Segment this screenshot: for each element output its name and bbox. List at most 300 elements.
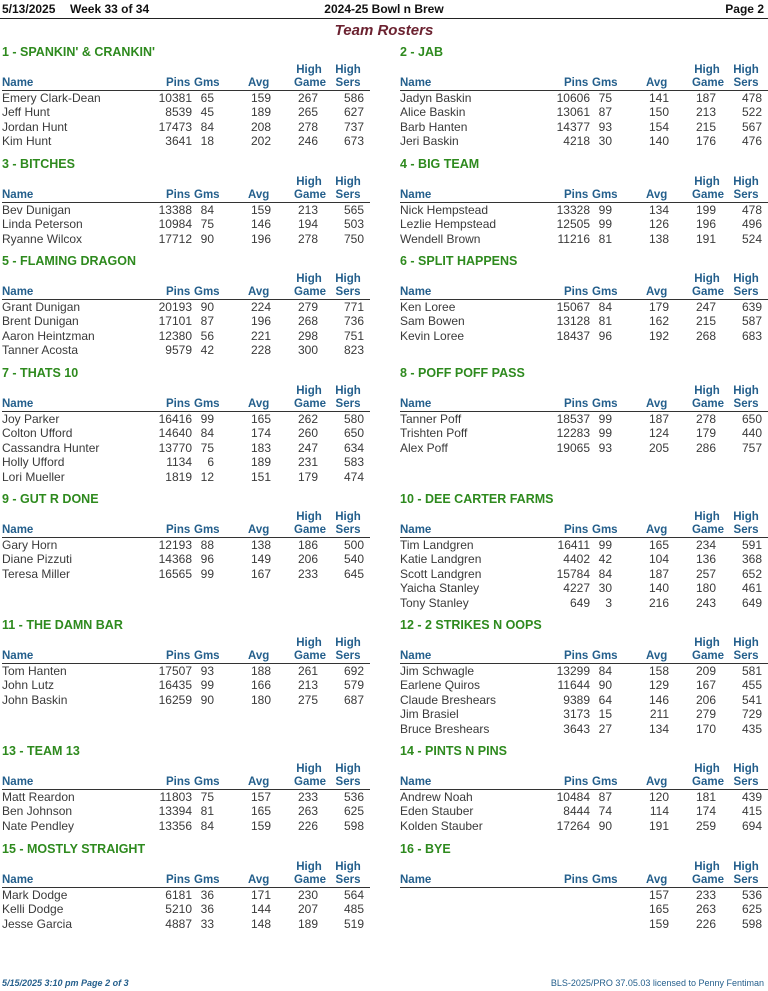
bowler-high-game: 279: [297, 300, 318, 314]
bowler-high-game: 233: [297, 790, 318, 804]
bowler-high-series: 587: [741, 314, 762, 329]
bowler-pins: 12380: [158, 328, 192, 343]
col-high-series: [733, 637, 759, 663]
bowler-pins: 11216: [557, 231, 590, 246]
team-name: 5 - FLAMING DRAGON: [2, 254, 137, 268]
col-high-label: High: [733, 176, 759, 188]
col-game-label: Game: [692, 650, 724, 662]
col-name: Name: [400, 524, 432, 536]
bowler-high-game: 275: [297, 692, 318, 707]
bowler-name: Colton Ufford: [2, 426, 73, 441]
bowler-high-game: 215: [695, 119, 716, 134]
bowler-games: 74: [598, 804, 612, 819]
col-game-label: Game: [294, 189, 326, 201]
bowler-games: 42: [200, 343, 214, 358]
bowler-high-series: 440: [741, 426, 762, 441]
bowler-games: 56: [200, 328, 214, 343]
bowler-high-series: 694: [741, 818, 762, 833]
bowler-name: Matt Reardon: [2, 790, 75, 804]
bowler-average: 189: [250, 105, 271, 120]
bowler-games: 90: [200, 300, 214, 314]
bowler-row: [2, 300, 370, 314]
bowler-name: Teresa Miller: [2, 566, 71, 581]
col-game-label: Game: [692, 398, 724, 410]
bowler-average: 165: [250, 804, 271, 819]
bowler-high-game: 174: [695, 804, 716, 819]
bowler-high-game: 263: [695, 902, 716, 917]
bowler-games: 96: [200, 552, 214, 567]
bowler-games: 88: [200, 538, 214, 552]
bowler-high-game: 226: [297, 818, 318, 833]
bowler-high-game: 189: [297, 916, 318, 931]
bowler-average: 134: [648, 721, 669, 736]
bowler-games: 6: [207, 455, 214, 470]
bowler-games: 81: [598, 231, 612, 246]
bowler-pins: 12505: [556, 217, 590, 232]
team-name: 8 - POFF POFF PASS: [400, 366, 525, 380]
bowler-pins: 13299: [556, 664, 590, 678]
col-games: Gms: [592, 286, 618, 298]
bowler-games: 99: [598, 426, 612, 441]
bowler-row: [400, 217, 768, 231]
bowler-games: 75: [200, 440, 214, 455]
col-name: Name: [2, 776, 34, 788]
bowler-row: [400, 441, 768, 455]
col-high-label: High: [335, 763, 361, 775]
col-pins: Pins: [166, 398, 191, 410]
bowler-pins: 18537: [556, 412, 590, 426]
col-high-label: High: [335, 64, 361, 76]
col-high-series: [335, 637, 361, 663]
bowler-average: 114: [649, 804, 669, 819]
col-game-label: Game: [294, 398, 326, 410]
bowler-name: Jeff Hunt: [2, 105, 50, 120]
bowler-high-series: 565: [343, 203, 364, 217]
bowler-high-series: 461: [741, 581, 762, 596]
col-game-label: Game: [692, 874, 724, 886]
bowler-row: [2, 538, 370, 552]
col-games: Gms: [194, 524, 220, 536]
col-average: Avg: [646, 650, 668, 662]
column-header: [2, 761, 370, 790]
col-name: Name: [2, 524, 34, 536]
bowler-games: 42: [598, 552, 612, 567]
bowler-high-game: 298: [297, 328, 318, 343]
team-block: [400, 841, 768, 931]
col-name: Name: [400, 776, 432, 788]
bowler-pins: 9389: [563, 692, 590, 707]
bowler-name: Brent Dunigan: [2, 314, 79, 329]
bowler-pins: 3641: [165, 134, 192, 149]
column-header: [400, 271, 768, 300]
bowler-name: Emery Clark-Dean: [2, 91, 101, 105]
bowler-games: 96: [598, 328, 612, 343]
col-sers-label: Sers: [733, 398, 759, 410]
bowler-high-game: 213: [695, 105, 716, 120]
bowler-row: [2, 343, 370, 357]
bowler-average: 174: [250, 426, 271, 441]
col-pins: Pins: [166, 286, 191, 298]
bowler-row: [2, 232, 370, 246]
column-header: [400, 383, 768, 412]
bowler-high-series: 583: [343, 455, 364, 470]
bowler-high-series: 368: [741, 552, 762, 567]
team-name: 10 - DEE CARTER FARMS: [400, 492, 554, 506]
col-games: Gms: [194, 286, 220, 298]
col-pins: Pins: [166, 776, 191, 788]
bowler-high-series: 625: [741, 902, 762, 917]
bowler-row: [2, 134, 370, 148]
col-high-label: High: [335, 176, 361, 188]
col-name: Name: [400, 77, 432, 89]
col-pins: Pins: [166, 874, 191, 886]
col-high-series: [733, 273, 759, 299]
team-block: [2, 841, 370, 931]
col-high-label: High: [733, 64, 759, 76]
bowler-pins: 17264: [556, 818, 590, 833]
bowler-name: Claude Breshears: [400, 692, 497, 707]
column-header: [2, 635, 370, 664]
bowler-average: 180: [250, 692, 271, 707]
bowler-pins: 17101: [158, 314, 192, 329]
bowler-row: [2, 888, 370, 902]
col-high-series: [335, 273, 361, 299]
bowler-high-series: 524: [741, 231, 762, 246]
col-games: Gms: [194, 77, 220, 89]
col-high-series: [733, 176, 759, 202]
col-games: Gms: [592, 189, 618, 201]
team-block: [400, 156, 768, 246]
bowler-high-series: 645: [343, 566, 364, 581]
col-average: Avg: [646, 524, 668, 536]
bowler-high-series: 598: [343, 818, 364, 833]
bowler-average: 146: [648, 692, 669, 707]
col-pins: Pins: [564, 398, 589, 410]
bowler-games: 93: [598, 119, 612, 134]
col-high-label: High: [296, 176, 322, 188]
bowler-pins: 8539: [165, 105, 192, 120]
bowler-games: 87: [200, 314, 214, 329]
bowler-average: 202: [250, 134, 271, 149]
bowler-average: 187: [648, 566, 669, 581]
team-block: [400, 44, 768, 149]
bowler-row: [2, 693, 370, 707]
bowler-average: 159: [250, 203, 271, 217]
bowler-games: 75: [598, 91, 612, 105]
bowler-games: 99: [200, 412, 214, 426]
bowler-high-series: 540: [343, 552, 364, 567]
bowler-games: 93: [598, 440, 612, 455]
bowler-name: Barb Hanten: [400, 119, 468, 134]
bowler-high-series: 591: [741, 538, 762, 552]
bowler-high-game: 207: [297, 902, 318, 917]
bowler-row: [400, 552, 768, 566]
col-high-label: High: [733, 763, 759, 775]
bowler-high-game: 286: [695, 440, 716, 455]
bowler-average: 166: [250, 678, 271, 693]
bowler-row: [2, 917, 370, 931]
bowler-name: Tom Hanten: [2, 664, 67, 678]
col-name: Name: [400, 286, 432, 298]
bowler-high-game: 268: [297, 314, 318, 329]
bowler-name: Trishten Poff: [400, 426, 468, 441]
team-block: [400, 617, 768, 736]
bowler-pins: 10484: [556, 790, 590, 804]
bowler-high-series: 673: [343, 134, 364, 149]
col-pins: Pins: [564, 874, 589, 886]
bowler-pins: 4218: [563, 134, 590, 149]
bowler-row: [2, 314, 370, 328]
bowler-pins: 3173: [563, 707, 590, 722]
col-pins: Pins: [564, 286, 589, 298]
col-high-label: High: [335, 385, 361, 397]
bowler-name: Tanner Poff: [400, 412, 462, 426]
bowler-games: 99: [598, 203, 612, 217]
col-high-label: High: [694, 637, 720, 649]
bowler-name: John Lutz: [2, 678, 55, 693]
col-high-label: High: [335, 273, 361, 285]
bowler-row: [400, 426, 768, 440]
col-high-game: [294, 511, 324, 537]
bowler-row: [400, 538, 768, 552]
col-pins: Pins: [564, 77, 589, 89]
report-header: [0, 0, 768, 19]
col-average: Avg: [646, 286, 668, 298]
col-sers-label: Sers: [335, 524, 361, 536]
bowler-pins: 11803: [159, 790, 192, 804]
bowler-average: 151: [250, 469, 271, 484]
bowler-name: Grant Dunigan: [2, 300, 81, 314]
bowler-average: 144: [250, 902, 271, 917]
bowler-average: 148: [250, 916, 271, 931]
bowler-high-series: 485: [343, 902, 364, 917]
bowler-games: 99: [598, 412, 612, 426]
col-games: Gms: [194, 398, 220, 410]
col-pins: Pins: [166, 77, 191, 89]
bowler-row: [2, 804, 370, 818]
bowler-average: 179: [648, 300, 669, 314]
bowler-row: [400, 790, 768, 804]
bowler-name: Kelli Dodge: [2, 902, 64, 917]
bowler-pins: 19065: [556, 440, 590, 455]
bowler-name: Lori Mueller: [2, 469, 65, 484]
bowler-high-series: 519: [343, 916, 364, 931]
col-name: Name: [2, 398, 34, 410]
bowler-average: 167: [250, 566, 271, 581]
col-high-label: High: [694, 64, 720, 76]
team-name: 9 - GUT R DONE: [2, 492, 99, 506]
bowler-name: John Baskin: [2, 692, 68, 707]
col-high-game: [692, 64, 722, 90]
bowler-average: 157: [250, 790, 271, 804]
col-high-label: High: [694, 385, 720, 397]
bowler-pins: 4227: [563, 581, 590, 596]
bowler-high-game: 262: [297, 412, 318, 426]
bowler-pins: 16416: [158, 412, 192, 426]
col-game-label: Game: [294, 524, 326, 536]
col-high-game: [294, 763, 324, 789]
bowler-pins: 13388: [158, 203, 192, 217]
bowler-name: Tony Stanley: [400, 595, 469, 610]
col-high-game: [294, 273, 324, 299]
bowler-games: 99: [200, 566, 214, 581]
col-high-series: [335, 861, 361, 887]
bowler-high-series: 683: [741, 328, 762, 343]
bowler-average: 140: [648, 581, 669, 596]
column-header: [400, 509, 768, 538]
bowler-high-series: 536: [343, 790, 364, 804]
col-high-label: High: [694, 273, 720, 285]
bowler-high-series: 581: [741, 664, 762, 678]
col-pins: Pins: [166, 650, 191, 662]
bowler-high-game: 209: [695, 664, 716, 678]
team-block: [400, 491, 768, 610]
col-pins: Pins: [564, 189, 589, 201]
bowler-pins: 5210: [165, 902, 192, 917]
bowler-games: 90: [598, 678, 612, 693]
bowler-name: Scott Landgren: [400, 566, 482, 581]
bowler-average: 165: [250, 412, 271, 426]
bowler-pins: 16565: [158, 566, 192, 581]
team-name: 13 - TEAM 13: [2, 744, 80, 758]
team-block: [400, 743, 768, 833]
bowler-row: [400, 664, 768, 678]
bowler-average: 157: [648, 888, 669, 902]
col-high-series: [733, 511, 759, 537]
col-high-label: High: [733, 273, 759, 285]
col-high-label: High: [733, 385, 759, 397]
col-game-label: Game: [692, 286, 724, 298]
bowler-average: 126: [648, 217, 669, 232]
bowler-high-game: 176: [695, 134, 716, 149]
col-high-series: [733, 763, 759, 789]
bowler-pins: 13356: [158, 818, 192, 833]
bowler-high-game: 259: [695, 818, 716, 833]
team-name: 6 - SPLIT HAPPENS: [400, 254, 518, 268]
bowler-row: [2, 678, 370, 692]
col-games: Gms: [194, 776, 220, 788]
col-name: Name: [400, 650, 432, 662]
col-high-label: High: [296, 273, 322, 285]
bowler-row: [400, 120, 768, 134]
bowler-pins: 15784: [556, 566, 590, 581]
bowler-name: Jordan Hunt: [2, 119, 68, 134]
bowler-high-series: 567: [741, 119, 762, 134]
bowler-name: Alice Baskin: [400, 105, 466, 120]
bowler-name: Nate Pendley: [2, 818, 75, 833]
team-block: [2, 253, 370, 358]
bowler-high-game: 170: [695, 721, 716, 736]
bowler-games: 64: [598, 692, 612, 707]
col-game-label: Game: [294, 776, 326, 788]
bowler-high-game: 167: [695, 678, 716, 693]
bowler-high-series: 692: [343, 664, 364, 678]
bowler-row: [2, 105, 370, 119]
col-high-label: High: [694, 176, 720, 188]
bowler-average: 150: [648, 105, 669, 120]
bowler-row: [400, 819, 768, 833]
bowler-row: [400, 314, 768, 328]
bowler-high-game: 194: [297, 217, 318, 232]
bowler-high-series: 737: [343, 119, 364, 134]
col-high-label: High: [296, 763, 322, 775]
bowler-pins: 17712: [158, 231, 192, 246]
bowler-high-series: 474: [343, 469, 364, 484]
col-high-game: [692, 385, 722, 411]
bowler-pins: 10381: [158, 91, 192, 105]
bowler-name: Tanner Acosta: [2, 343, 79, 358]
bowler-row: [400, 300, 768, 314]
col-average: Avg: [248, 77, 270, 89]
bowler-average: 205: [648, 440, 669, 455]
column-header: [2, 271, 370, 300]
col-high-series: [335, 511, 361, 537]
bowler-pins: 10984: [158, 217, 192, 232]
bowler-average: 141: [648, 91, 669, 105]
col-game-label: Game: [294, 874, 326, 886]
bowler-games: 84: [200, 426, 214, 441]
bowler-pins: 12193: [158, 538, 192, 552]
bowler-average: 221: [250, 328, 271, 343]
bowler-high-series: 598: [741, 916, 762, 931]
bowler-average: 138: [250, 538, 271, 552]
column-header: [400, 62, 768, 91]
col-game-label: Game: [294, 286, 326, 298]
bowler-games: 30: [598, 581, 612, 596]
bowler-high-series: 564: [343, 888, 364, 902]
col-game-label: Game: [294, 77, 326, 89]
team-block: [2, 491, 370, 581]
col-average: Avg: [248, 398, 270, 410]
bowler-high-game: 213: [297, 203, 318, 217]
bowler-average: 187: [648, 412, 669, 426]
col-game-label: Game: [692, 524, 724, 536]
bowler-row: [2, 120, 370, 134]
column-header: [2, 62, 370, 91]
bowler-average: 196: [250, 231, 271, 246]
bowler-name: Katie Landgren: [400, 552, 482, 567]
bowler-games: 99: [598, 538, 612, 552]
bowler-pins: 16411: [557, 538, 590, 552]
col-average: Avg: [248, 524, 270, 536]
bowler-high-series: 750: [343, 231, 364, 246]
bowler-name: Alex Poff: [400, 440, 448, 455]
bowler-average: 188: [250, 664, 271, 678]
bowler-games: 36: [200, 888, 214, 902]
bowler-high-series: 634: [343, 440, 364, 455]
team-name: 12 - 2 STRIKES N OOPS: [400, 618, 542, 632]
col-high-series: [733, 385, 759, 411]
bowler-games: 3: [605, 595, 612, 610]
bowler-high-game: 260: [297, 426, 318, 441]
bowler-high-game: 246: [297, 134, 318, 149]
bowler-average: 149: [250, 552, 271, 567]
col-sers-label: Sers: [335, 286, 361, 298]
bowler-name: Yaicha Stanley: [400, 581, 480, 596]
bowler-name: Kolden Stauber: [400, 818, 483, 833]
col-name: Name: [2, 189, 34, 201]
bowler-high-game: 191: [695, 231, 716, 246]
col-average: Avg: [646, 874, 668, 886]
bowler-name: Jeri Baskin: [400, 134, 459, 149]
bowler-pins: 17473: [158, 119, 192, 134]
col-average: Avg: [248, 286, 270, 298]
bowler-average: 134: [648, 203, 669, 217]
bowler-pins: 3643: [563, 721, 590, 736]
bowler-row: [2, 567, 370, 581]
bowler-high-series: 652: [741, 566, 762, 581]
bowler-name: Ben Johnson: [2, 804, 73, 819]
